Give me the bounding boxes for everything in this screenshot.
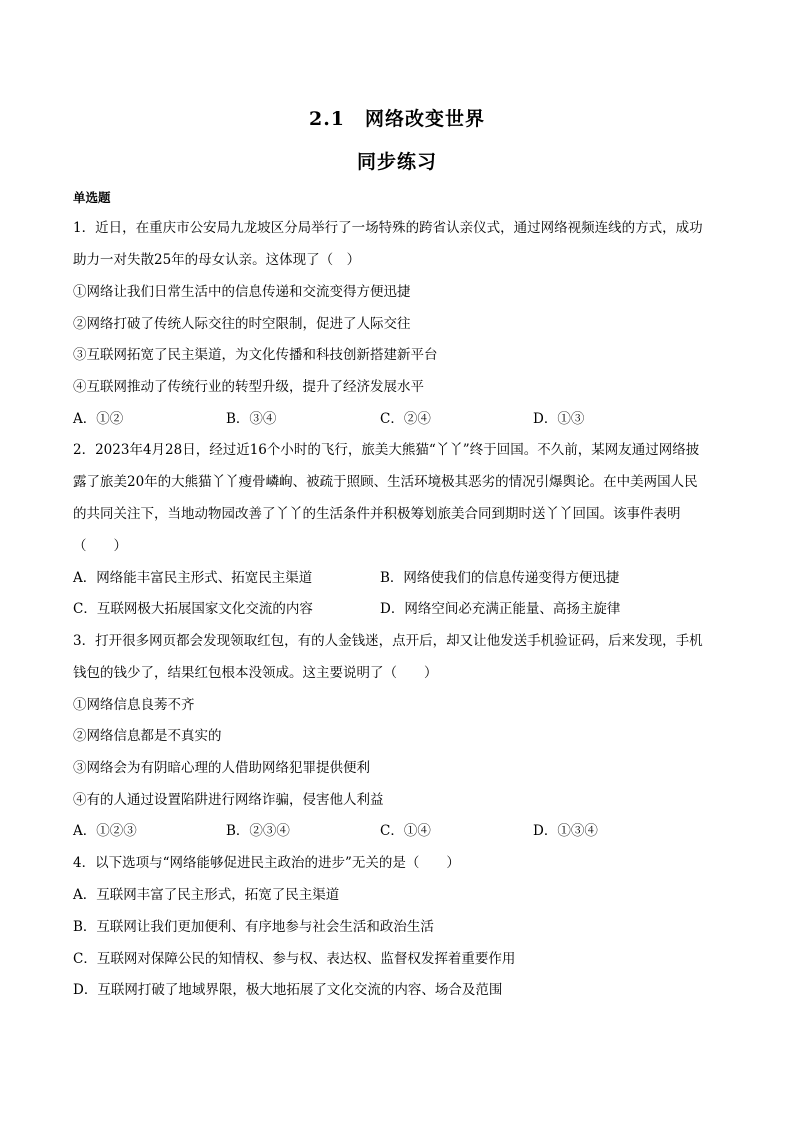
- question-2-option-b: B．网络使我们的信息传递变得方便迅捷: [380, 570, 620, 586]
- question-2-text-line-4: （ ）: [73, 538, 127, 554]
- question-1-text-line-2: 助力一对失散25年的母女认亲。这体现了（ ）: [73, 252, 361, 268]
- question-1-statement-4: ④互联网推动了传统行业的转型升级，提升了经济发展水平: [73, 379, 424, 395]
- question-4-option-a: A．互联网丰富了民主形式，拓宽了民主渠道: [73, 887, 340, 903]
- question-1-option-c: C．②④: [380, 411, 431, 427]
- question-2-text-line-3: 的共同关注下，当地动物园改善了丫丫的生活条件并积极筹划旅美合同到期时送丫丫回国。该事件表明: [73, 506, 681, 522]
- question-3-option-a: A．①②③: [73, 823, 137, 839]
- question-3-text-line-1: 3．打开很多网页都会发现领取红包，有的人金钱迷，点开后，却又让他发送手机验证码，后来发现，手机: [73, 633, 703, 649]
- question-1-statement-2: ②网络打破了传统人际交往的时空限制，促进了人际交往: [73, 316, 411, 332]
- question-2-text-line-1: 2．2023年4月28日，经过近16个小时的飞行，旅美大熊猫“丫丫”终于回国。不久前，某网友通过网络披: [73, 442, 700, 458]
- question-3-option-d: D．①③④: [533, 823, 598, 839]
- section-heading: 单选题: [73, 190, 111, 205]
- question-1-option-a: A．①②: [73, 411, 124, 427]
- question-4-option-c: C．互联网对保障公民的知情权、参与权、表达权、监督权发挥着重要作用: [73, 951, 516, 967]
- question-4-text-line-1: 4．以下选项与“网络能够促进民主政治的进步”无关的是（ ）: [73, 855, 460, 871]
- question-3-statement-2: ②网络信息都是不真实的: [73, 728, 222, 744]
- question-1-option-b: B．③④: [226, 411, 277, 427]
- question-4-option-b: B．互联网让我们更加便利、有序地参与社会生活和政治生活: [73, 919, 434, 935]
- question-1-statement-1: ①网络让我们日常生活中的信息传递和交流变得方便迅捷: [73, 284, 411, 300]
- question-3-option-b: B．②③④: [226, 823, 290, 839]
- question-1-text-line-1: 1．近日，在重庆市公安局九龙坡区分局举行了一场特殊的跨省认亲仪式，通过网络视频连线的方式，成功: [73, 220, 703, 236]
- page-subtitle: 同步练习: [356, 151, 437, 173]
- question-3-statement-4: ④有的人通过设置陷阱进行网络诈骗，侵害他人利益: [73, 792, 384, 808]
- question-3-option-c: C．①④: [380, 823, 431, 839]
- question-3-text-line-2: 钱包的钱少了，结果红包根本没领成。这主要说明了（ ）: [73, 665, 438, 681]
- question-4-option-d: D．互联网打破了地域界限，极大地拓展了文化交流的内容、场合及范围: [73, 982, 503, 998]
- question-2-option-c: C．互联网极大拓展国家文化交流的内容: [73, 601, 313, 617]
- question-3-statement-1: ①网络信息良莠不齐: [73, 697, 195, 713]
- question-1-option-d: D．①③: [533, 411, 585, 427]
- question-2-text-line-2: 露了旅美20年的大熊猫丫丫瘦骨嶙峋、被疏于照顾、生活环境极其恶劣的情况引爆舆论。在中美两国人民: [73, 474, 698, 490]
- question-2-option-d: D．网络空间必充满正能量、高扬主旋律: [380, 601, 621, 617]
- question-1-statement-3: ③互联网拓宽了民主渠道，为文化传播和科技创新搭建新平台: [73, 347, 438, 363]
- question-2-option-a: A．网络能丰富民主形式、拓宽民主渠道: [73, 570, 313, 586]
- page-title: 2.1 网络改变世界: [308, 108, 486, 130]
- question-3-statement-3: ③网络会为有阴暗心理的人借助网络犯罪提供便利: [73, 760, 370, 776]
